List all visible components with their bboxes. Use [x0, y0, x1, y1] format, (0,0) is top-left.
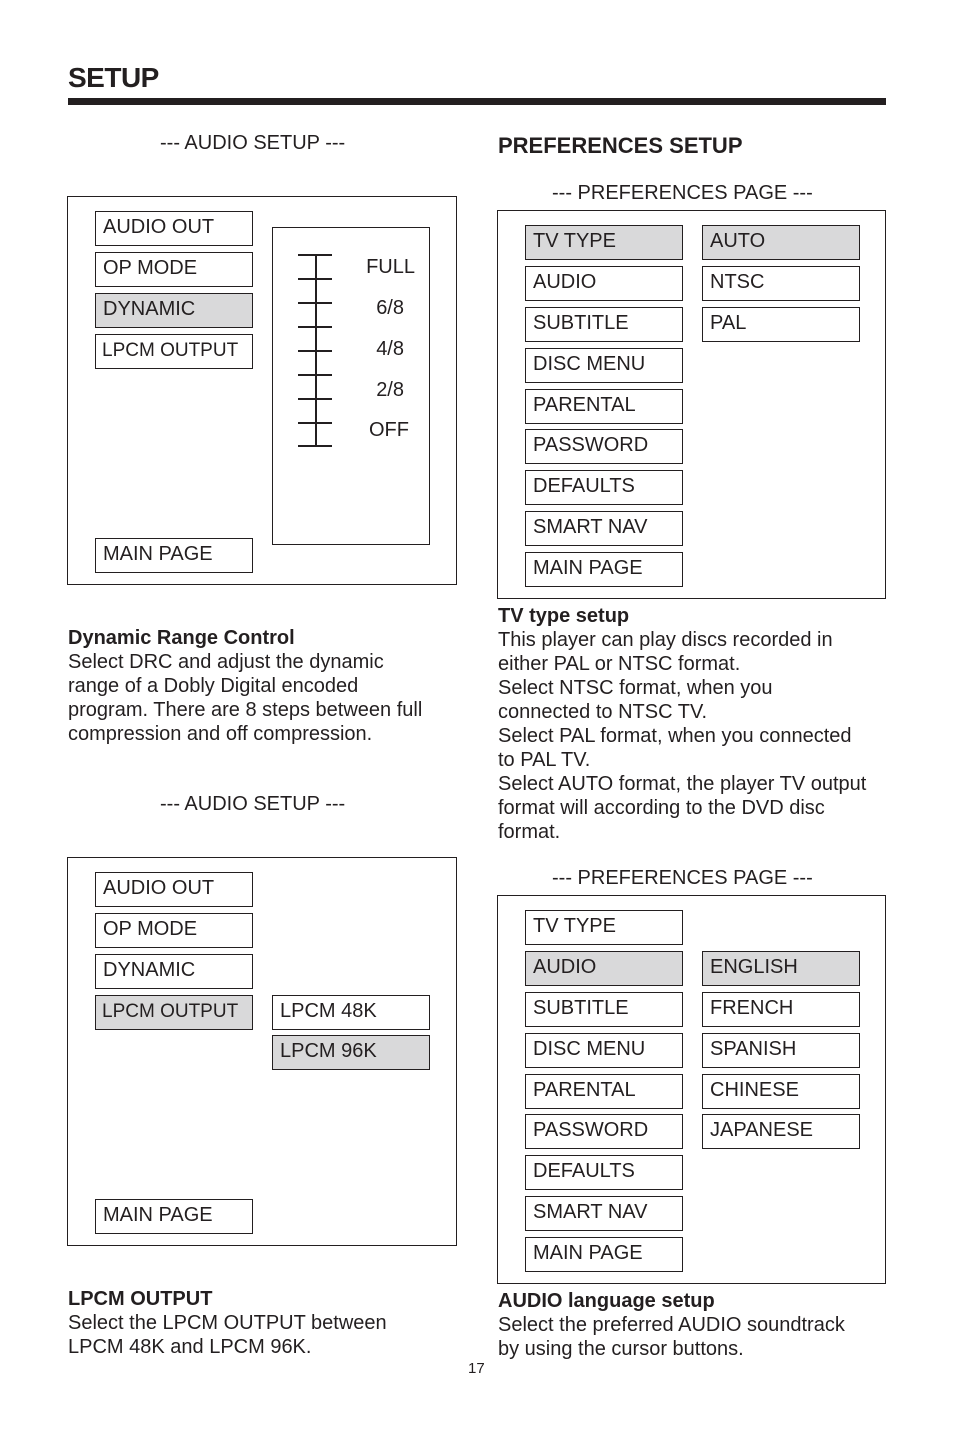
- option-audio-chinese[interactable]: CHINESE: [702, 1074, 860, 1109]
- menu-item-main-page[interactable]: MAIN PAGE: [525, 1237, 683, 1272]
- menu-item-main-page[interactable]: MAIN PAGE: [95, 538, 253, 573]
- tv-type-description: [498, 604, 898, 844]
- menu-item-tv-type[interactable]: TV TYPE: [525, 910, 683, 945]
- tv-type-line: format.: [498, 821, 561, 843]
- menu-item-dynamic[interactable]: DYNAMIC: [95, 954, 253, 989]
- option-lpcm-48k[interactable]: LPCM 48K: [272, 995, 430, 1030]
- option-lpcm-96k[interactable]: LPCM 96K: [272, 1035, 430, 1070]
- slider-tick: [298, 278, 332, 280]
- audio-setup-menu-1: [67, 196, 457, 585]
- slider-tick: [298, 398, 332, 400]
- menu-item-password[interactable]: PASSWORD: [525, 1114, 683, 1149]
- tv-type-line: format will according to the DVD disc: [498, 797, 825, 819]
- tv-type-line: This player can play discs recorded in: [498, 629, 833, 651]
- option-audio-spanish[interactable]: SPANISH: [702, 1033, 860, 1068]
- drc-heading: Dynamic Range Control: [68, 627, 295, 649]
- lpcm-line: Select the LPCM OUTPUT between: [68, 1312, 387, 1334]
- tv-type-heading: TV type setup: [498, 605, 630, 627]
- lpcm-line: LPCM 48K and LPCM 96K.: [68, 1336, 312, 1358]
- slider-tick: [298, 302, 332, 304]
- slider-tick: [298, 350, 332, 352]
- audio-setup-caption-1: --- AUDIO SETUP ---: [160, 132, 346, 154]
- menu-item-disc-menu[interactable]: DISC MENU: [525, 348, 683, 383]
- menu-item-subtitle[interactable]: SUBTITLE: [525, 307, 683, 342]
- option-audio-japanese[interactable]: JAPANESE: [702, 1114, 860, 1149]
- level-off: OFF: [369, 419, 409, 441]
- dynamic-range-slider[interactable]: [272, 227, 430, 545]
- menu-item-op-mode[interactable]: OP MODE: [95, 252, 253, 287]
- audio-language-line: Select the preferred AUDIO soundtrack: [498, 1314, 845, 1336]
- audio-language-description: [498, 1289, 898, 1361]
- option-tv-ntsc[interactable]: NTSC: [702, 266, 860, 301]
- menu-item-audio-out[interactable]: AUDIO OUT: [95, 872, 253, 907]
- option-audio-french[interactable]: FRENCH: [702, 992, 860, 1027]
- menu-item-audio-out[interactable]: AUDIO OUT: [95, 211, 253, 246]
- drc-line: compression and off compression.: [68, 723, 373, 745]
- menu-item-audio[interactable]: AUDIO: [525, 951, 683, 986]
- tv-type-line: to PAL TV.: [498, 749, 591, 771]
- menu-item-password[interactable]: PASSWORD: [525, 429, 683, 464]
- level-full: FULL: [366, 256, 415, 278]
- audio-language-heading: AUDIO language setup: [498, 1290, 715, 1312]
- level-6-8: 6/8: [376, 297, 404, 319]
- tv-type-line: connected to NTSC TV.: [498, 701, 708, 723]
- menu-item-parental[interactable]: PARENTAL: [525, 389, 683, 424]
- slider-tick: [298, 445, 332, 447]
- slider-tick: [298, 374, 332, 376]
- menu-item-audio[interactable]: AUDIO: [525, 266, 683, 301]
- drc-line: program. There are 8 steps between full: [68, 699, 423, 721]
- tv-type-line: either PAL or NTSC format.: [498, 653, 741, 675]
- page-title: SETUP: [68, 62, 159, 93]
- tv-type-line: Select AUTO format, the player TV output: [498, 773, 867, 795]
- option-audio-english[interactable]: ENGLISH: [702, 951, 860, 986]
- level-4-8: 4/8: [376, 338, 404, 360]
- lpcm-heading: LPCM OUTPUT: [68, 1288, 213, 1310]
- lpcm-description: [68, 1287, 468, 1359]
- menu-item-subtitle[interactable]: SUBTITLE: [525, 992, 683, 1027]
- slider-tick: [298, 254, 332, 256]
- drc-line: range of a Dobly Digital encoded: [68, 675, 359, 697]
- audio-setup-menu-2: [67, 857, 457, 1246]
- menu-item-smart-nav[interactable]: SMART NAV: [525, 511, 683, 546]
- level-2-8: 2/8: [376, 379, 404, 401]
- drc-description: [68, 626, 468, 746]
- menu-item-tv-type[interactable]: TV TYPE: [525, 225, 683, 260]
- menu-item-op-mode[interactable]: OP MODE: [95, 913, 253, 948]
- menu-item-smart-nav[interactable]: SMART NAV: [525, 1196, 683, 1231]
- tv-type-line: Select PAL format, when you connected: [498, 725, 852, 747]
- slider-tick: [298, 326, 332, 328]
- tv-type-line: Select NTSC format, when you: [498, 677, 773, 699]
- option-tv-pal[interactable]: PAL: [702, 307, 860, 342]
- preferences-menu-2: [497, 895, 886, 1284]
- menu-item-main-page[interactable]: MAIN PAGE: [95, 1199, 253, 1234]
- slider-tick: [298, 422, 332, 424]
- audio-setup-caption-2: --- AUDIO SETUP ---: [160, 793, 346, 815]
- preferences-caption-2: --- PREFERENCES PAGE ---: [552, 867, 813, 889]
- menu-item-lpcm-output[interactable]: LPCM OUTPUT: [95, 995, 253, 1030]
- menu-item-parental[interactable]: PARENTAL: [525, 1074, 683, 1109]
- preferences-menu-1: [497, 210, 886, 599]
- menu-item-defaults[interactable]: DEFAULTS: [525, 1155, 683, 1190]
- title-rule: [68, 98, 886, 105]
- menu-item-dynamic[interactable]: DYNAMIC: [95, 293, 253, 328]
- option-tv-auto[interactable]: AUTO: [702, 225, 860, 260]
- preferences-heading: PREFERENCES SETUP: [498, 133, 743, 158]
- preferences-caption-1: --- PREFERENCES PAGE ---: [552, 182, 813, 204]
- menu-item-disc-menu[interactable]: DISC MENU: [525, 1033, 683, 1068]
- menu-item-main-page[interactable]: MAIN PAGE: [525, 552, 683, 587]
- page-number: 17: [468, 1360, 485, 1377]
- audio-language-line: by using the cursor buttons.: [498, 1338, 744, 1360]
- menu-item-lpcm-output[interactable]: LPCM OUTPUT: [95, 334, 253, 369]
- menu-item-defaults[interactable]: DEFAULTS: [525, 470, 683, 505]
- drc-line: Select DRC and adjust the dynamic: [68, 651, 384, 673]
